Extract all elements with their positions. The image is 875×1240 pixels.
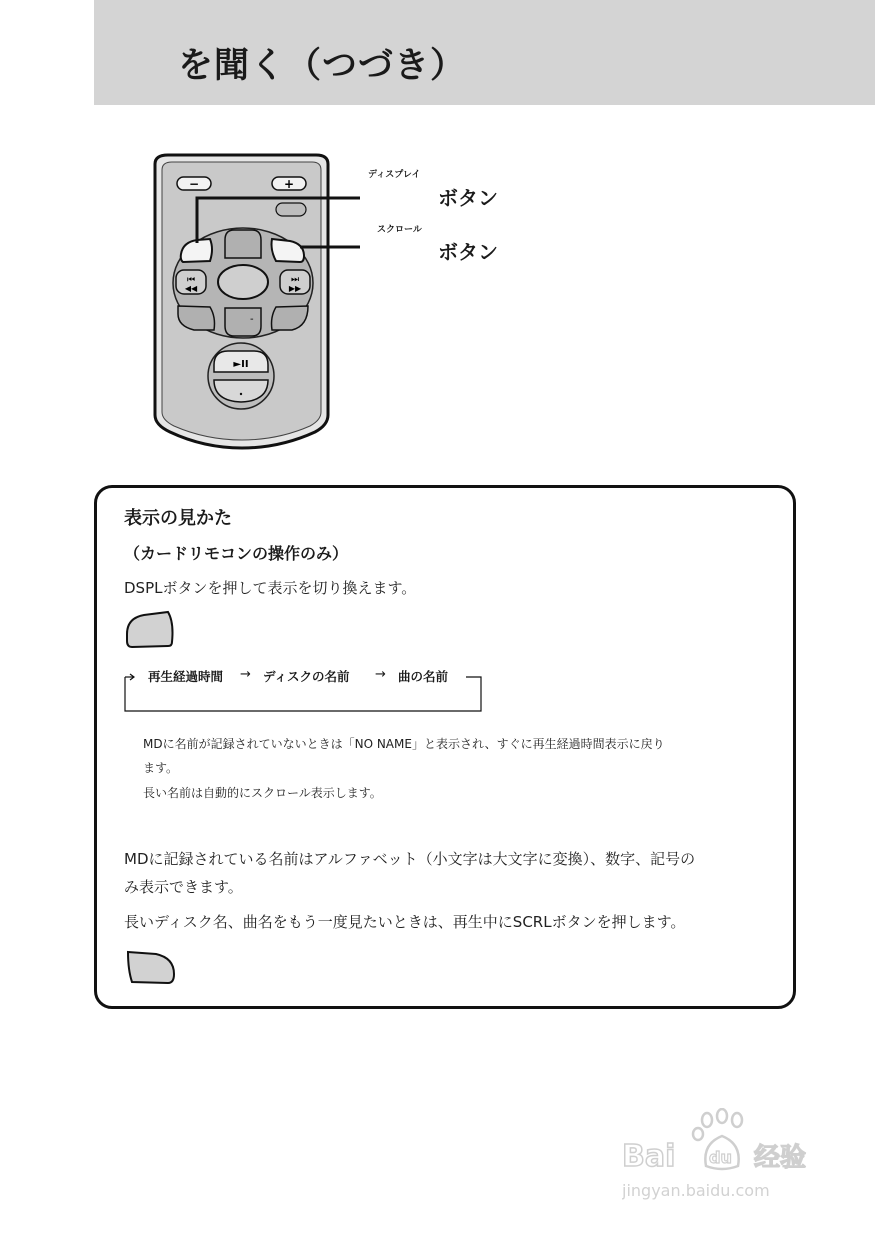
baidu-watermark (622, 1108, 822, 1203)
up-button (225, 230, 261, 258)
page-title: を聞く（つづき） (178, 46, 467, 86)
small-top-button (276, 203, 306, 216)
scrl-button-icon (124, 948, 178, 988)
watermark-brand: Bai (622, 1139, 676, 1174)
display-cycle-diagram (124, 665, 484, 713)
box-heading: 表示の見かた (124, 508, 232, 529)
down-button (225, 308, 261, 336)
play-pause-label: ►II (233, 359, 249, 370)
plus-label: + (283, 177, 295, 191)
prev-label: ⏮ (186, 275, 196, 285)
note-line: MDに名前が記録されていないときは「NO NAME」と表示され、すぐに再生経過時間表示に戻り (143, 737, 665, 751)
minus-label: − (188, 177, 200, 191)
note-line: ます。 (143, 761, 179, 775)
dspl-callout-label: ボタン (438, 186, 498, 210)
watermark-brand-cn: 经验 (754, 1143, 807, 1173)
next-label: ⏭ (290, 275, 300, 285)
dspl-ruby: ディスプレイ (368, 170, 421, 180)
scrl-ruby: スクロール (377, 225, 422, 235)
scrl-callout-label: ボタン (438, 240, 498, 264)
paragraph-line: み表示できます。 (124, 878, 243, 896)
cycle-arrow-icon: → (375, 667, 386, 682)
dspl-callout (368, 167, 420, 180)
center-button (218, 265, 268, 299)
svg-text:◀◀: ◀◀ (184, 284, 198, 293)
paragraph-line: MDに記録されている名前はアルファベット（小文字は大文字に変換）、数字、記号の (124, 850, 696, 868)
dspl-instruction: DSPLボタンを押して表示を切り換えます。 (124, 579, 417, 597)
watermark-paw-text: du (709, 1148, 732, 1167)
watermark-url: jingyan.baidu.com (622, 1181, 770, 1200)
baidu-paw-icon (622, 1108, 822, 1203)
cycle-item: 再生経過時間 (148, 669, 224, 684)
dspl-button-icon (124, 610, 178, 650)
scrl-callout (377, 222, 422, 235)
cycle-item: 曲の名前 (398, 669, 449, 684)
cycle-item: ディスクの名前 (263, 669, 350, 684)
cycle-arrow-icon: → (240, 667, 251, 682)
note-line: 長い名前は自動的にスクロール表示します。 (143, 786, 382, 800)
box-subheading: （カードリモコンの操作のみ） (124, 544, 349, 563)
svg-text:-: - (250, 314, 254, 325)
scrl-instruction: 長いディスク名、曲名をもう一度見たいときは、再生中にSCRLボタンを押します。 (124, 913, 686, 931)
svg-text:▶▶: ▶▶ (288, 284, 302, 293)
remote-illustration (150, 150, 510, 460)
